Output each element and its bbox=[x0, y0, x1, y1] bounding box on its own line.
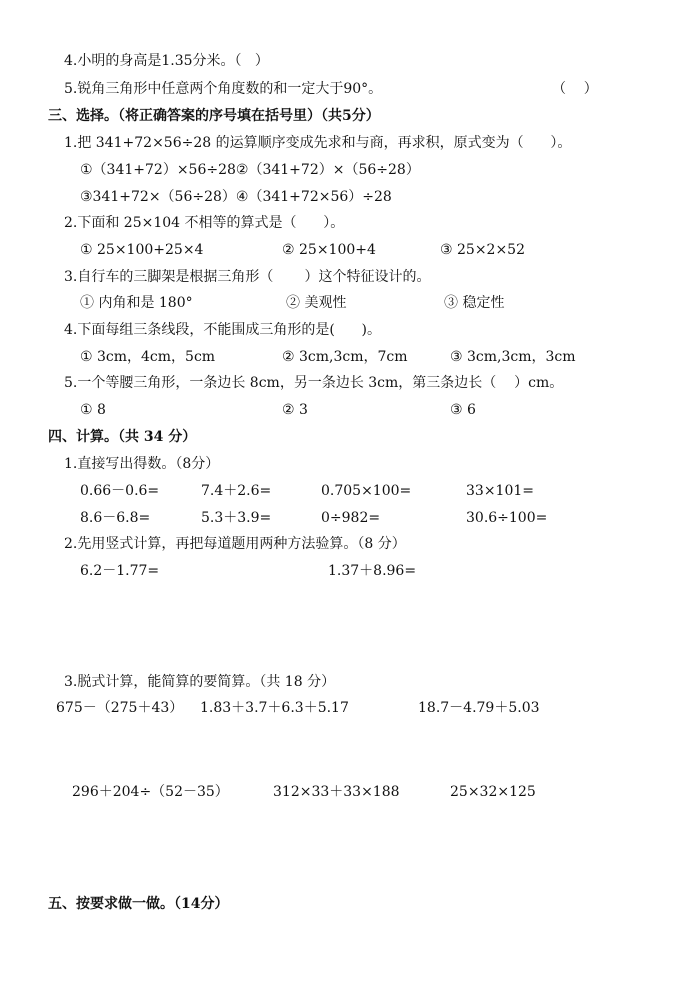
oral-calc-item: 5.3＋3.9= bbox=[201, 510, 272, 526]
calc-part-3-title: 3.脱式计算，能简算的要简算。（共 18 分） bbox=[64, 674, 336, 690]
section-4-title: 四、计算。（共 34 分） bbox=[48, 429, 197, 445]
vertical-calc-item: 1.37＋8.96= bbox=[328, 563, 417, 579]
oral-calc-item: 0.66－0.6= bbox=[80, 483, 160, 499]
oral-calc-item: 7.4＋2.6= bbox=[201, 483, 272, 499]
choice-question-4-option-a: ① 3cm，4cm，5cm bbox=[80, 349, 216, 365]
choice-question-5-option-a: ① 8 bbox=[80, 402, 106, 418]
choice-question-1-options-row-2: ③341+72×（56÷28）④（341+72×56）÷28 bbox=[80, 189, 392, 205]
step-calc-item: 18.7－4.79＋5.03 bbox=[418, 700, 540, 716]
step-calc-item: 296＋204÷（52－35） bbox=[72, 784, 229, 800]
oral-calc-item: 30.6÷100= bbox=[466, 510, 548, 526]
oral-calc-item: 0.705×100= bbox=[321, 483, 412, 499]
calc-part-2-title: 2.先用竖式计算，再把每道题用两种方法验算。（8 分） bbox=[64, 536, 406, 552]
judge-question-5-answer-paren: （ ） bbox=[552, 81, 598, 97]
judge-question-5: 5.锐角三角形中任意两个角度数的和一定大于90°。 bbox=[64, 81, 383, 97]
choice-question-5-option-c: ③ 6 bbox=[450, 402, 476, 418]
step-calc-item: 25×32×125 bbox=[450, 784, 536, 800]
choice-question-3-option-a: ① 内角和是 180° bbox=[80, 295, 193, 311]
choice-question-3-option-c: ③ 稳定性 bbox=[444, 295, 505, 311]
step-calc-item: 675－（275＋43） bbox=[56, 700, 184, 716]
oral-calc-item: 0÷982= bbox=[321, 510, 381, 526]
choice-question-2-option-c: ③ 25×2×52 bbox=[440, 242, 525, 258]
judge-question-4: 4.小明的身高是1.35分米。（ ） bbox=[64, 53, 269, 69]
choice-question-1-options-row-1: ①（341+72）×56÷28②（341+72）×（56÷28） bbox=[80, 162, 420, 178]
choice-question-1-stem: 1.把 341+72×56÷28 的运算顺序变成先求和与商，再求积，原式变为（ ）。 bbox=[64, 135, 572, 151]
calc-part-1-title: 1.直接写出得数。（8分） bbox=[64, 456, 220, 472]
choice-question-5-option-b: ② 3 bbox=[282, 402, 308, 418]
choice-question-3-stem: 3.自行车的三脚架是根据三角形（ ）这个特征设计的。 bbox=[64, 269, 431, 285]
vertical-calc-item: 6.2－1.77= bbox=[80, 563, 160, 579]
choice-question-2-option-b: ② 25×100+4 bbox=[282, 242, 376, 258]
section-3-title: 三、选择。（将正确答案的序号填在括号里）（共5分） bbox=[48, 108, 380, 124]
section-5-title: 五、按要求做一做。（14分） bbox=[48, 896, 229, 912]
choice-question-4-stem: 4.下面每组三条线段，不能围成三角形的是( )。 bbox=[64, 322, 381, 338]
choice-question-5-stem: 5.一个等腰三角形，一条边长 8cm，另一条边长 3cm，第三条边长（ ）cm。 bbox=[64, 375, 564, 391]
choice-question-4-option-b: ② 3cm,3cm，7cm bbox=[282, 349, 408, 365]
step-calc-item: 312×33＋33×188 bbox=[273, 784, 400, 800]
oral-calc-item: 33×101= bbox=[466, 483, 534, 499]
choice-question-4-option-c: ③ 3cm,3cm，3cm bbox=[450, 349, 576, 365]
oral-calc-item: 8.6－6.8= bbox=[80, 510, 151, 526]
choice-question-3-option-b: ② 美观性 bbox=[286, 295, 347, 311]
choice-question-2-option-a: ① 25×100+25×4 bbox=[80, 242, 204, 258]
choice-question-2-stem: 2.下面和 25×104 不相等的算式是（ ）。 bbox=[64, 215, 345, 231]
step-calc-item: 1.83＋3.7＋6.3＋5.17 bbox=[200, 700, 349, 716]
